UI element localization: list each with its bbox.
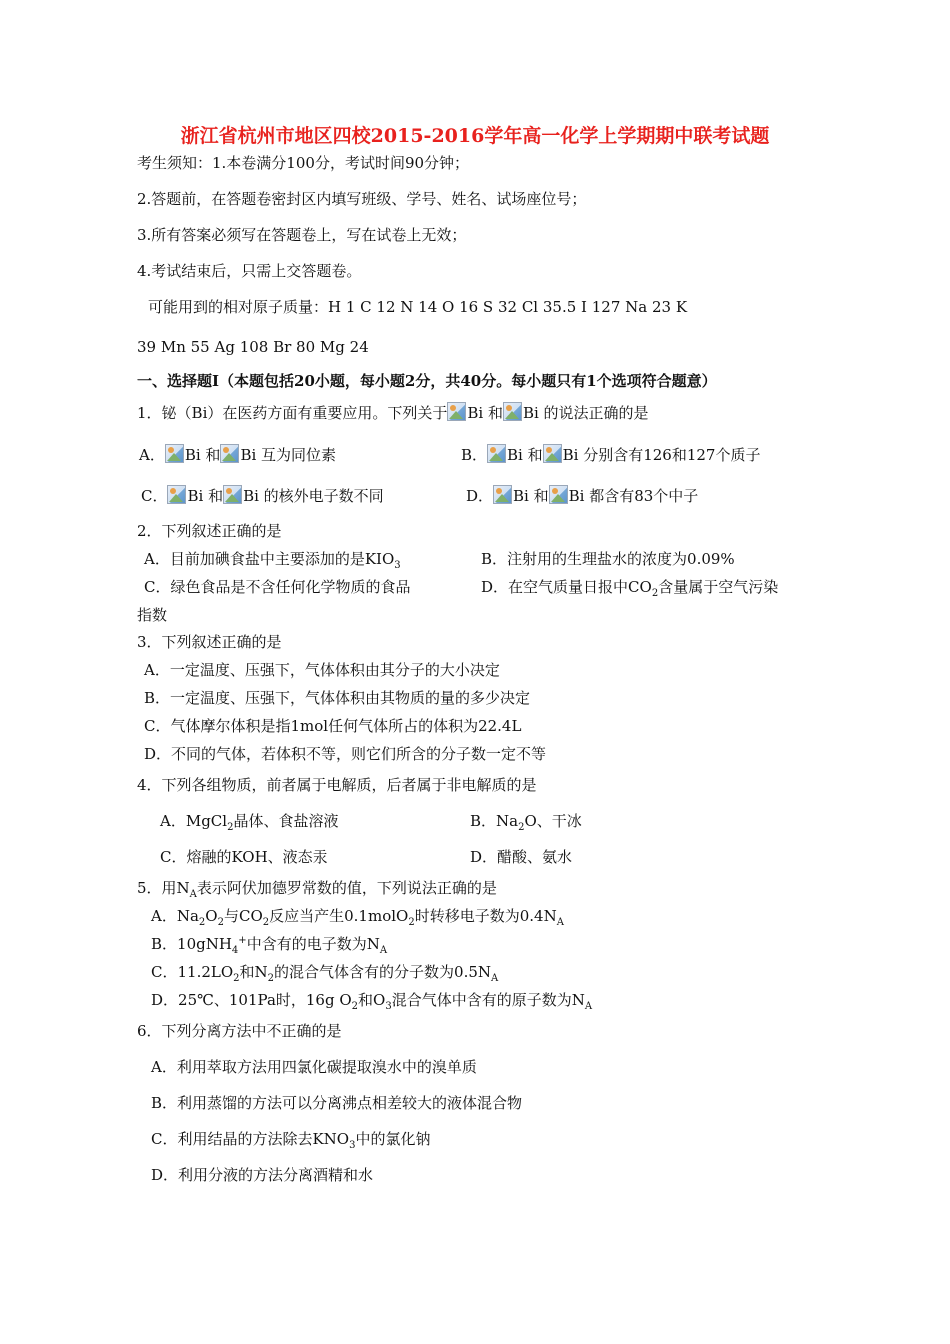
option-text: A．Na: [151, 907, 199, 925]
question-6-option-b: B．利用蒸馏的方法可以分离沸点相差较大的液体混合物: [151, 1094, 523, 1112]
isotope-image-icon: [503, 402, 522, 421]
option-text: 中的氯化钠: [355, 1130, 431, 1148]
option-text: O: [205, 907, 218, 925]
option-text: Bi 互为同位素: [240, 446, 337, 464]
question-4-option-c: C．熔融的KOH、液态汞: [160, 848, 328, 866]
isotope-image-icon: [543, 444, 562, 463]
option-text: C．利用结晶的方法除去KNO: [151, 1130, 350, 1148]
section-heading: 一、选择题Ⅰ（本题包括20小题，每小题2分，共40分。每小题只有1个选项符合题意）: [137, 372, 717, 390]
subscript: 2: [651, 588, 659, 599]
question-6-option-a: A．利用萃取方法用四氯化碳提取溴水中的溴单质: [151, 1058, 477, 1076]
option-text: D．25℃、101Pa时，16g O: [151, 991, 352, 1009]
question-6-option-c: [151, 1129, 431, 1149]
option-text: Bi 和: [187, 487, 224, 505]
subscript: 4: [231, 945, 239, 956]
subscript: A: [556, 917, 564, 928]
subscript: 2: [262, 917, 270, 928]
question-4-option-b: [470, 811, 582, 831]
question-4-option-d: D．醋酸、氨水: [470, 848, 573, 866]
isotope-image-icon: [549, 485, 568, 504]
option-text: 与CO: [223, 907, 263, 925]
note-3: 3.所有答案必须写在答题卷上，写在试卷上无效；: [137, 226, 467, 244]
option-text: 反应当产生0.1molO: [269, 907, 409, 925]
question-5-option-d: [151, 990, 592, 1010]
question-1-stem: [137, 402, 649, 423]
option-text: Bi 都含有83个中子: [568, 487, 699, 505]
question-1-option-a: [139, 444, 336, 465]
option-text: Bi 的核外电子数不同: [243, 487, 384, 505]
question-4-option-a: [160, 811, 338, 831]
question-2-option-a: [144, 549, 401, 569]
question-3-option-d: D．不同的气体，若体积不等，则它们所含的分子数一定不等: [144, 745, 547, 763]
isotope-image-icon: [493, 485, 512, 504]
option-text: Bi 和: [507, 446, 543, 464]
question-3-option-b: B．一定温度、压强下，气体体积由其物质的量的多少决定: [144, 689, 531, 707]
stem-text: 表示阿伏加德罗常数的值，下列说法正确的是: [196, 879, 497, 897]
q1-stem-part: 1．铋（Bi）在医药方面有重要应用。下列关于: [137, 404, 448, 422]
question-2-option-d: [481, 577, 778, 597]
subscript: 2: [267, 973, 275, 984]
subscript: 3: [385, 1001, 392, 1012]
note-1: 考生须知：1.本卷满分100分，考试时间90分钟；: [137, 154, 470, 172]
subscript: A: [379, 945, 388, 956]
question-2-option-d-continued: 指数: [137, 606, 168, 624]
option-text: B．Na: [470, 812, 519, 830]
atomic-mass-line-2: 39 Mn 55 Ag 108 Br 80 Mg 24: [137, 338, 369, 356]
document-title: 浙江省杭州市地区四校2015-2016学年高一化学上学期期中联考试题: [180, 125, 770, 147]
isotope-image-icon: [165, 444, 184, 463]
subscript: 2: [408, 917, 415, 928]
option-text: A．MgCl: [160, 812, 228, 830]
q1-stem-part: Bi 的说法正确的是: [522, 404, 649, 422]
isotope-image-icon: [167, 485, 186, 504]
isotope-image-icon: [223, 485, 242, 504]
question-4-stem: 4．下列各组物质，前者属于电解质，后者属于非电解质的是: [137, 776, 537, 794]
subscript: A: [491, 973, 499, 984]
subscript: A: [189, 889, 197, 900]
option-text: 晶体、食盐溶液: [233, 812, 339, 830]
option-text: A．目前加碘食盐中主要添加的是KIO: [144, 550, 395, 568]
question-3-stem: 3．下列叙述正确的是: [137, 633, 282, 651]
atomic-mass-line-1: 可能用到的相对原子质量：H 1 C 12 N 14 O 16 S 32 Cl 35.5 I 127 Na 23 K: [148, 298, 688, 316]
option-text: D．在空气质量日报中CO: [481, 578, 652, 596]
subscript: 2: [198, 917, 206, 928]
option-label: D．: [466, 487, 494, 505]
subscript: 3: [394, 560, 401, 571]
option-text: O、干冰: [524, 812, 582, 830]
isotope-image-icon: [447, 402, 466, 421]
option-text: 和N: [239, 963, 268, 981]
option-text: 混合气体中含有的原子数为N: [391, 991, 585, 1009]
note-4: 4.考试结束后，只需上交答题卷。: [137, 262, 362, 280]
subscript: 2: [217, 917, 224, 928]
subscript: A: [584, 1001, 593, 1012]
option-label: A．: [139, 446, 165, 464]
isotope-image-icon: [487, 444, 506, 463]
option-label: C．: [141, 487, 168, 505]
question-6-stem: 6．下列分离方法中不正确的是: [137, 1022, 342, 1040]
question-5-stem: [137, 878, 497, 898]
option-text: B．10gNH: [151, 935, 232, 953]
option-text: 中含有的电子数为N: [246, 935, 380, 953]
option-text: C．11.2LO: [151, 963, 234, 981]
isotope-image-icon: [220, 444, 239, 463]
question-6-option-d: D．利用分液的方法分离酒精和水: [151, 1166, 374, 1184]
subscript: 2: [227, 822, 234, 833]
option-text: 的混合气体含有的分子数为0.5N: [274, 963, 492, 981]
stem-text: 5．用N: [137, 879, 190, 897]
note-2: 2.答题前，在答题卷密封区内填写班级、学号、姓名、试场座位号；: [137, 190, 587, 208]
question-2-option-c: C．绿色食品是不含任何化学物质的食品: [144, 578, 411, 596]
question-5-option-a: [151, 906, 564, 926]
q1-stem-part: Bi 和: [467, 404, 503, 422]
subscript: 3: [349, 1140, 356, 1151]
question-1-option-d: [466, 485, 698, 506]
option-text: 和O: [358, 991, 386, 1009]
question-1-option-c: [141, 485, 384, 506]
option-text: 时转移电子数为0.4N: [414, 907, 557, 925]
option-text: Bi 和: [513, 487, 549, 505]
question-2-stem: 2．下列叙述正确的是: [137, 522, 282, 540]
option-label: B．: [461, 446, 488, 464]
subscript: 2: [351, 1001, 359, 1012]
question-1-option-b: [461, 444, 760, 465]
superscript: +: [238, 935, 247, 946]
option-text: Bi 分别含有126和127个质子: [562, 446, 761, 464]
option-text: 含量属于空气污染: [658, 578, 779, 596]
option-text: Bi 和: [184, 446, 221, 464]
question-5-option-b: [151, 934, 387, 954]
subscript: 2: [233, 973, 240, 984]
question-3-option-a: A．一定温度、压强下，气体体积由其分子的大小决定: [144, 661, 500, 679]
question-5-option-c: [151, 962, 498, 982]
question-3-option-c: C．气体摩尔体积是指1mol任何气体所占的体积为22.4L: [144, 717, 522, 735]
subscript: 2: [518, 822, 525, 833]
question-2-option-b: B．注射用的生理盐水的浓度为0.09%: [481, 550, 735, 568]
